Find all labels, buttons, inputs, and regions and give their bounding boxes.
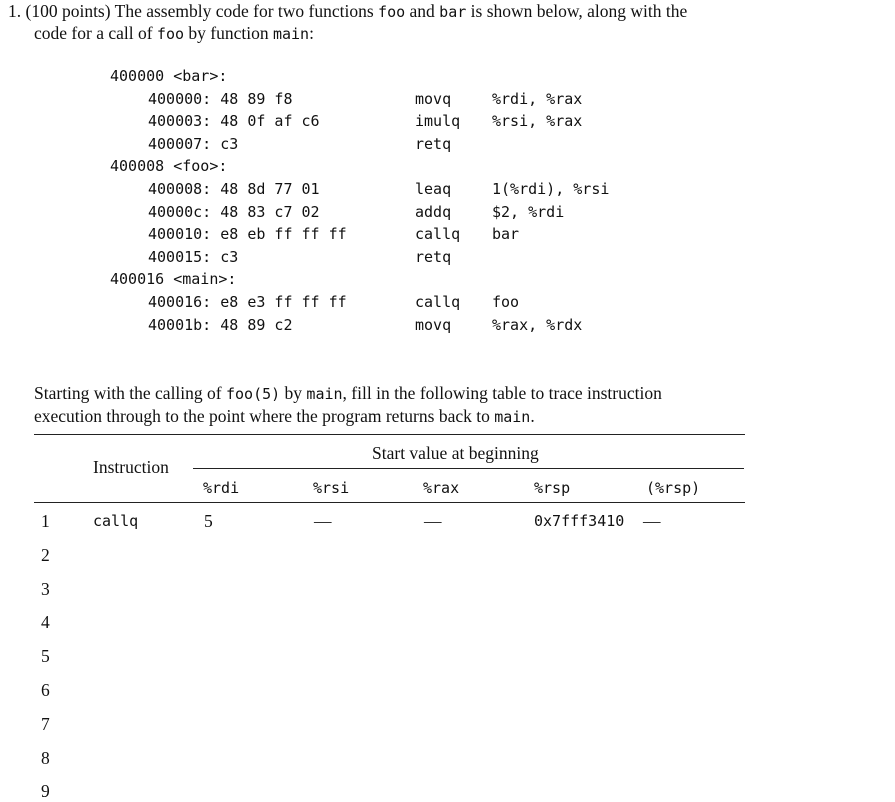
fn-main: main <box>306 385 343 403</box>
fn-main: main <box>272 25 310 43</box>
code-opcode: retq <box>415 134 452 153</box>
code-function-label: 400000 <bar>: <box>110 67 228 85</box>
code-operands: 1(%rdi), %rsi <box>492 180 610 198</box>
row-number: 6 <box>41 680 50 700</box>
table-top-rule <box>34 434 745 435</box>
row-number: 9 <box>41 781 50 802</box>
code-operands: $2, %rdi <box>492 202 565 221</box>
code-address-bytes: 400015: c3 <box>148 247 239 266</box>
col-header-rsp: %rsp <box>534 479 571 497</box>
code-operands: bar <box>492 225 520 244</box>
code-address-bytes: 400000: 48 89 f8 <box>148 89 293 108</box>
cell-rdi: 5 <box>204 511 213 531</box>
instruction-text: , fill in the following table to trace instruction <box>342 383 662 403</box>
question-line-2 <box>34 23 314 44</box>
code-opcode: callq <box>415 293 461 311</box>
code-function-label: 400008 <foo>: <box>110 157 228 176</box>
row-number: 1 <box>41 511 50 531</box>
code-opcode: movq <box>415 315 452 334</box>
question-number: 1. <box>8 1 22 21</box>
instruction-header: Instruction <box>93 457 169 477</box>
question-text: is shown below, along with the <box>466 1 688 21</box>
cell-rax: — <box>424 511 442 531</box>
code-address-bytes: 400007: c3 <box>148 134 239 153</box>
group-header: Start value at beginning <box>372 443 539 463</box>
row-number: 7 <box>41 713 50 734</box>
col-header-rsi: %rsi <box>313 479 350 497</box>
code-opcode: addq <box>415 202 452 221</box>
code-address-bytes: 40000c: 48 83 c7 02 <box>148 202 320 221</box>
code-address-bytes: 400003: 48 0f af c6 <box>148 112 320 131</box>
instruction-text: execution through to the point where the program returns back to <box>34 406 495 426</box>
question-text: The assembly code for two functions <box>114 1 379 21</box>
call-foo-5: foo(5) <box>225 385 281 403</box>
table-header-rule <box>34 502 745 503</box>
cell-rsp: 0x7fff3410 <box>534 512 625 530</box>
code-function-label: 400016 <main>: <box>110 270 237 289</box>
code-address-bytes: 400016: e8 e3 ff ff ff <box>148 293 347 311</box>
question-text: code for a call of <box>34 23 157 43</box>
code-opcode: leaq <box>415 180 452 198</box>
code-opcode: callq <box>415 225 461 244</box>
row-number: 4 <box>41 612 50 633</box>
row-number: 3 <box>41 578 50 599</box>
question-line-1 <box>8 1 687 22</box>
code-address-bytes: 40001b: 48 89 c2 <box>148 315 293 334</box>
row-number: 5 <box>41 646 50 667</box>
instruction-text: Starting with the calling of <box>34 383 226 403</box>
question-text: : <box>309 23 314 43</box>
code-operands: foo <box>492 293 520 311</box>
row-number: 8 <box>41 747 50 768</box>
cell-instruction: callq <box>93 512 139 530</box>
fn-bar: bar <box>439 3 467 21</box>
col-header-mem-rsp: (%rsp) <box>646 479 701 497</box>
instruction-line-1 <box>34 383 662 404</box>
code-operands: %rdi, %rax <box>492 89 583 108</box>
code-opcode: retq <box>415 247 452 266</box>
fn-foo: foo <box>156 25 185 43</box>
instruction-text: . <box>530 406 535 426</box>
fn-main: main <box>494 408 531 426</box>
question-text: by function <box>184 23 273 43</box>
code-address-bytes: 400008: 48 8d 77 01 <box>148 180 320 198</box>
code-operands: %rsi, %rax <box>492 112 583 131</box>
code-opcode: imulq <box>415 112 461 131</box>
row-number: 2 <box>41 544 50 565</box>
col-header-rdi: %rdi <box>203 479 240 497</box>
question-text: and <box>405 1 440 21</box>
question-points: (100 points) <box>25 1 111 21</box>
code-operands: %rax, %rdx <box>492 315 583 334</box>
group-rule <box>193 468 744 469</box>
fn-foo: foo <box>378 3 406 21</box>
code-opcode: movq <box>415 89 452 108</box>
cell-mem-rsp: — <box>643 511 661 531</box>
col-header-rax: %rax <box>423 479 460 497</box>
instruction-text: by <box>280 383 307 403</box>
code-address-bytes: 400010: e8 eb ff ff ff <box>148 225 347 244</box>
instruction-line-2 <box>34 406 535 427</box>
cell-rsi: — <box>314 511 332 531</box>
